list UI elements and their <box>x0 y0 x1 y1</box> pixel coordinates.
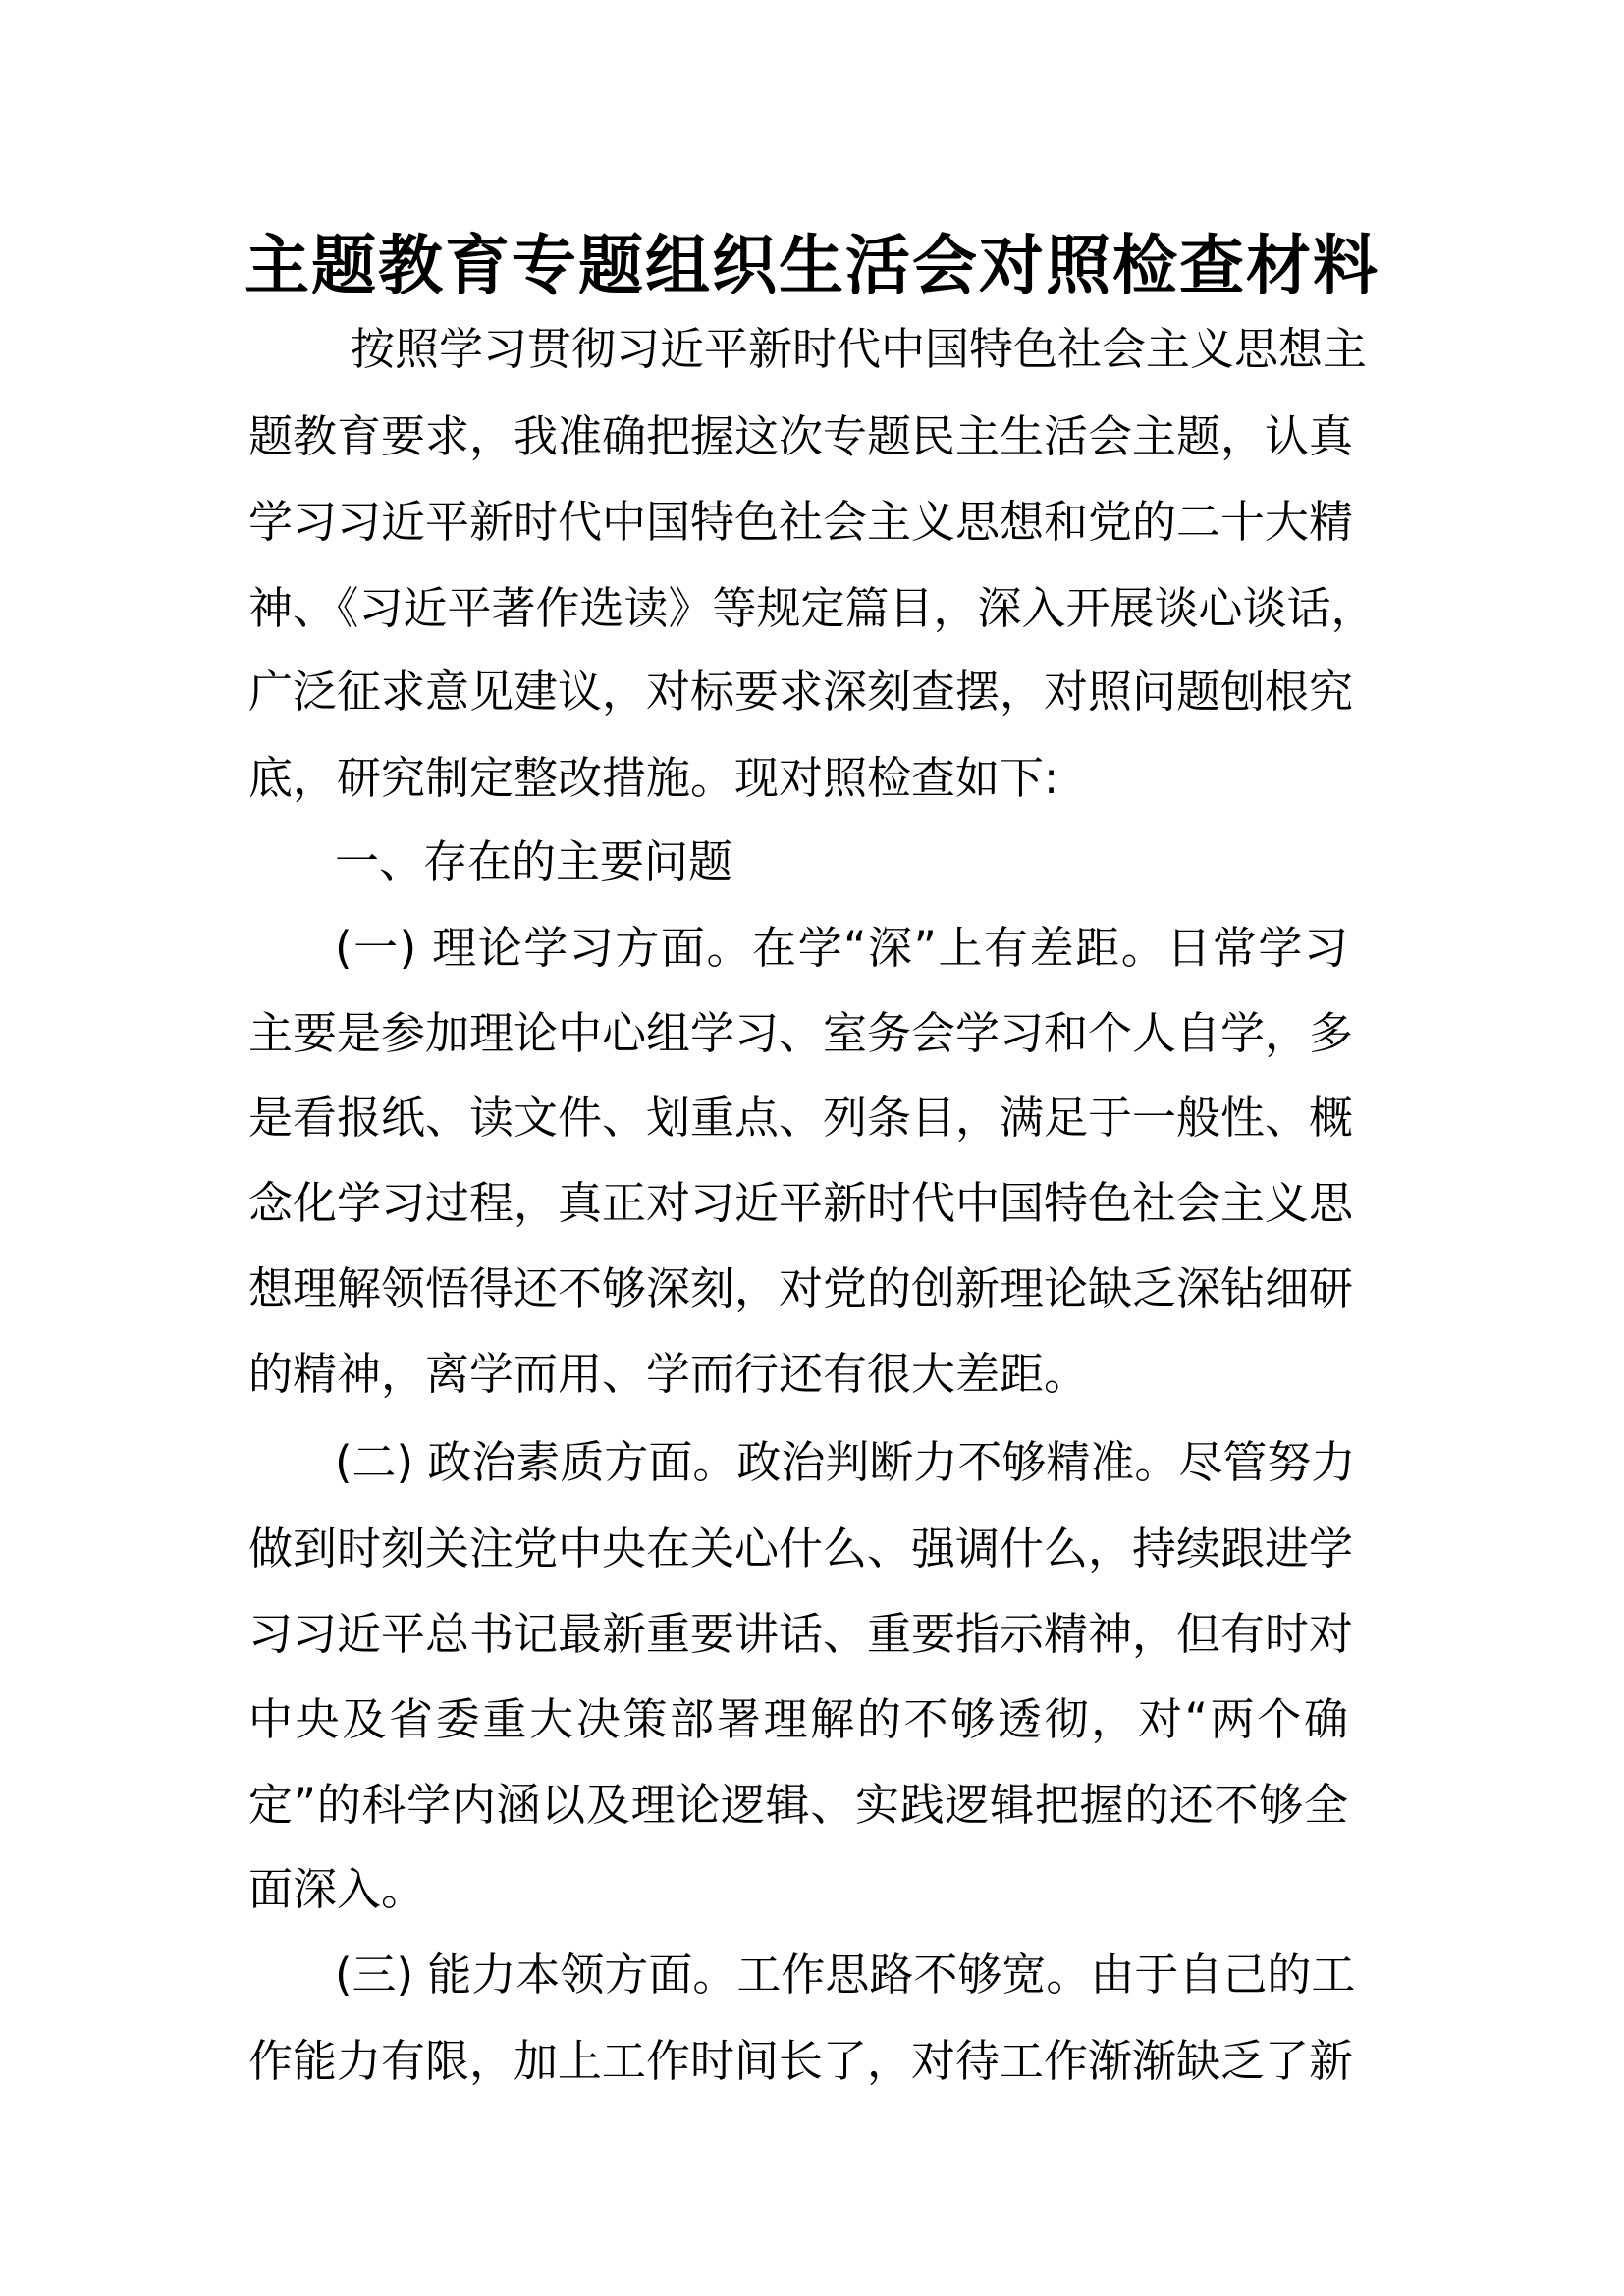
text-line: 面深入。 <box>248 1863 426 1915</box>
text-line: 神、《习近平著作选读》等规定篇目，深入开展谈心谈话， <box>248 582 1376 634</box>
text-line: 念化学习过程，真正对习近平新时代中国特色社会主义思 <box>248 1177 1354 1229</box>
text-line: 底，研究制定整改措施。现对照检查如下: <box>248 752 1059 804</box>
text-line: (二) 政治素质方面。政治判断力不够精准。尽管努力 <box>335 1436 1356 1488</box>
text-line: 的精神，离学而用、学而行还有很大差距。 <box>248 1348 1089 1400</box>
text-line: 习习近平总书记最新重要讲话、重要指示精神，但有时对 <box>248 1608 1354 1660</box>
text-line: 学习习近平新时代中国特色社会主义思想和党的二十大精 <box>248 496 1354 548</box>
text-line: 想理解领悟得还不够深刻，对党的创新理论缺乏深钻细研 <box>248 1262 1354 1314</box>
text-line: 主要是参加理论中心组学习、室务会学习和个人自学，多 <box>248 1007 1354 1059</box>
text-line: 中央及省委重大决策部署理解的不够透彻，对“两个确 <box>248 1693 1348 1745</box>
text-line: 题教育要求，我准确把握这次专题民主生活会主题，认真 <box>248 410 1354 462</box>
text-line: 按照学习贯彻习近平新时代中国特色社会主义思想主 <box>351 323 1368 375</box>
text-line: 作能力有限，加上工作时间长了，对待工作渐渐缺乏了新 <box>248 2035 1354 2087</box>
text-line: (三) 能力本领方面。工作思路不够宽。由于自己的工 <box>335 1949 1356 2001</box>
text-line: 一、存在的主要问题 <box>335 835 733 887</box>
document-title: 主题教育专题组织生活会对照检查材料 <box>244 228 1380 303</box>
text-line: (一) 理论学习方面。在学“深”上有差距。日常学习 <box>335 922 1348 974</box>
text-line: 定”的科学内涵以及理论逻辑、实践逻辑把握的还不够全 <box>248 1779 1348 1831</box>
text-line: 是看报纸、读文件、划重点、列条目，满足于一般性、概 <box>248 1092 1354 1144</box>
text-line: 广泛征求意见建议，对标要求深刻查摆，对照问题刨根究 <box>248 666 1354 718</box>
text-line: 做到时刻关注党中央在关心什么、强调什么，持续跟进学 <box>248 1522 1354 1575</box>
